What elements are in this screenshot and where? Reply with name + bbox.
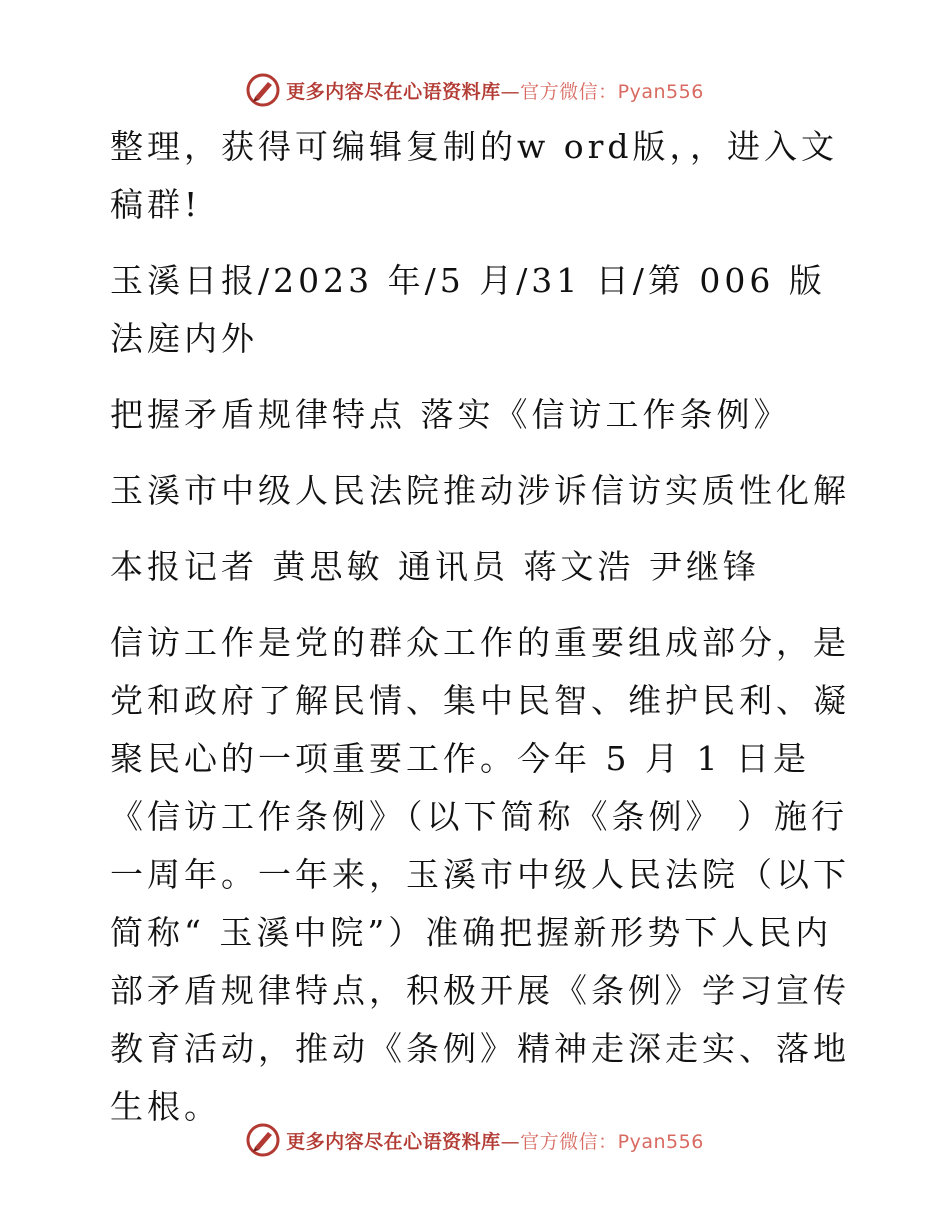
banner-main-text: 更多内容尽在心语资料库 xyxy=(286,1130,501,1153)
banner-separator: — xyxy=(500,80,521,103)
intro-paragraph: 整理，获得可编辑复制的w ord版，，进入文稿群! xyxy=(110,127,839,224)
article-subtitle: 玉溪市中级人民法院推动涉诉信访实质性化解 xyxy=(110,471,850,510)
body-paragraph: 信访工作是党的群众工作的重要组成部分，是党和政府了解民情、集中民智、维护民利、凝聚民心的一项重要工作。今年 5 月 1 日是《信访工作条例》（以下简称《条例》 ）施行一周年。一年来，玉溪市中级人民法院（以下简称“ 玉溪中院”）准确把握新形势下人民内部矛盾规律特点，积极开展《条例》学习宣传教育活动，推动《条例》精神走深走实、落地生根。 xyxy=(110,623,850,1126)
pen-logo-icon xyxy=(246,1123,280,1157)
byline: 本报记者 黄思敏 通讯员 蒋文浩 尹继锋 xyxy=(110,547,760,586)
footer-watermark-banner xyxy=(0,1120,950,1160)
header-banner-text xyxy=(286,77,704,104)
source-line: 玉溪日报/2023 年/5 月/31 日/第 006 版法庭内外 xyxy=(110,261,826,358)
article-title: 把握矛盾规律特点 落实《信访工作条例》 xyxy=(110,395,791,434)
banner-separator: — xyxy=(500,1130,521,1153)
document-body xyxy=(98,118,858,1154)
footer-banner-text xyxy=(286,1127,704,1154)
banner-main-text: 更多内容尽在心语资料库 xyxy=(286,80,501,103)
banner-wechat-text: 官方微信：Pyan556 xyxy=(520,1130,704,1153)
pen-logo-icon xyxy=(246,73,280,107)
header-watermark-banner xyxy=(0,70,950,110)
banner-wechat-text: 官方微信：Pyan556 xyxy=(520,80,704,103)
